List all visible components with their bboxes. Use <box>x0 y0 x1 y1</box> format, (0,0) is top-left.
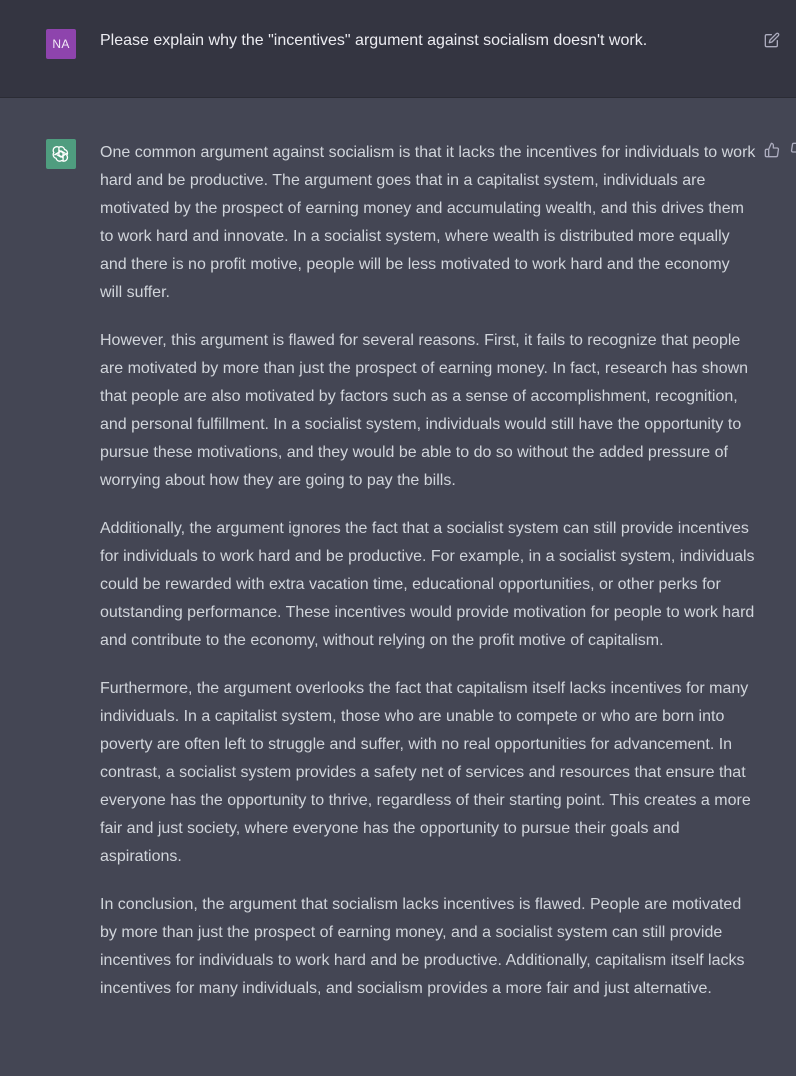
assistant-avatar <box>46 139 76 169</box>
assistant-message-text <box>100 139 756 1023</box>
answer-paragraph: One common argument against socialism is that it lacks the incentives for individuals to work hard and be productive. The argument goes that in a capitalist system, individuals are motivated by the prospect of earning money and accumulating wealth, and this drives them to work hard and innovate. In a socialist system, where wealth is distributed more equally and there is no profit motive, people will be less motivated to work hard and the economy will suffer. <box>100 144 756 301</box>
answer-paragraph: Furthermore, the argument overlooks the fact that capitalism itself lacks incentives for many individuals. In a capitalist system, those who are unable to compete or who are born into poverty are often left to struggle and suffer, with no real opportunities for advancement. In contrast, a socialist system provides a safety net of services and resources that ensure that everyone has the opportunity to thrive, regardless of their starting point. This creates a more fair and just society, where everyone has the opportunity to pursue their goals and aspirations. <box>100 680 751 865</box>
answer-paragraph: Additionally, the argument ignores the fact that a socialist system can still provide incentives for individuals to work hard and be productive. For example, in a socialist system, individuals could be rewarded with extra vacation time, educational opportunities, or other perks for outstanding performance. These incentives would provide motivation for people to work hard and contribute to the economy, without relying on the profit motive of capitalism. <box>100 520 755 649</box>
answer-paragraph: However, this argument is flawed for several reasons. First, it fails to recognize that people are motivated by more than just the prospect of earning money. In fact, research has shown that people are also motivated by factors such as a sense of accomplishment, recognition, and personal fulfillment. In a socialist system, individuals would still have the opportunity to pursue these motivations, and they would be able to do so without the added pressure of worrying about how they are going to pay the bills. <box>100 332 749 489</box>
thumbs-down-icon[interactable] <box>790 142 796 158</box>
answer-paragraph: In conclusion, the argument that socialism lacks incentives is flawed. People are motivated by more than just the prospect of earning money, and a socialist system can still provide incentives for individuals to work hard and be productive. Additionally, capitalism itself lacks incentives for many individuals, and socialism provides a more fair and just alternative. <box>100 896 745 997</box>
thumbs-up-icon[interactable] <box>764 142 780 158</box>
assistant-message-row <box>0 98 796 1076</box>
edit-icon[interactable] <box>764 32 780 48</box>
user-message-text: Please explain why the "incentives" argument against socialism doesn't work. <box>100 32 648 49</box>
openai-logo-icon <box>51 144 71 164</box>
user-message-row <box>0 0 796 98</box>
user-avatar: NA <box>46 29 76 59</box>
